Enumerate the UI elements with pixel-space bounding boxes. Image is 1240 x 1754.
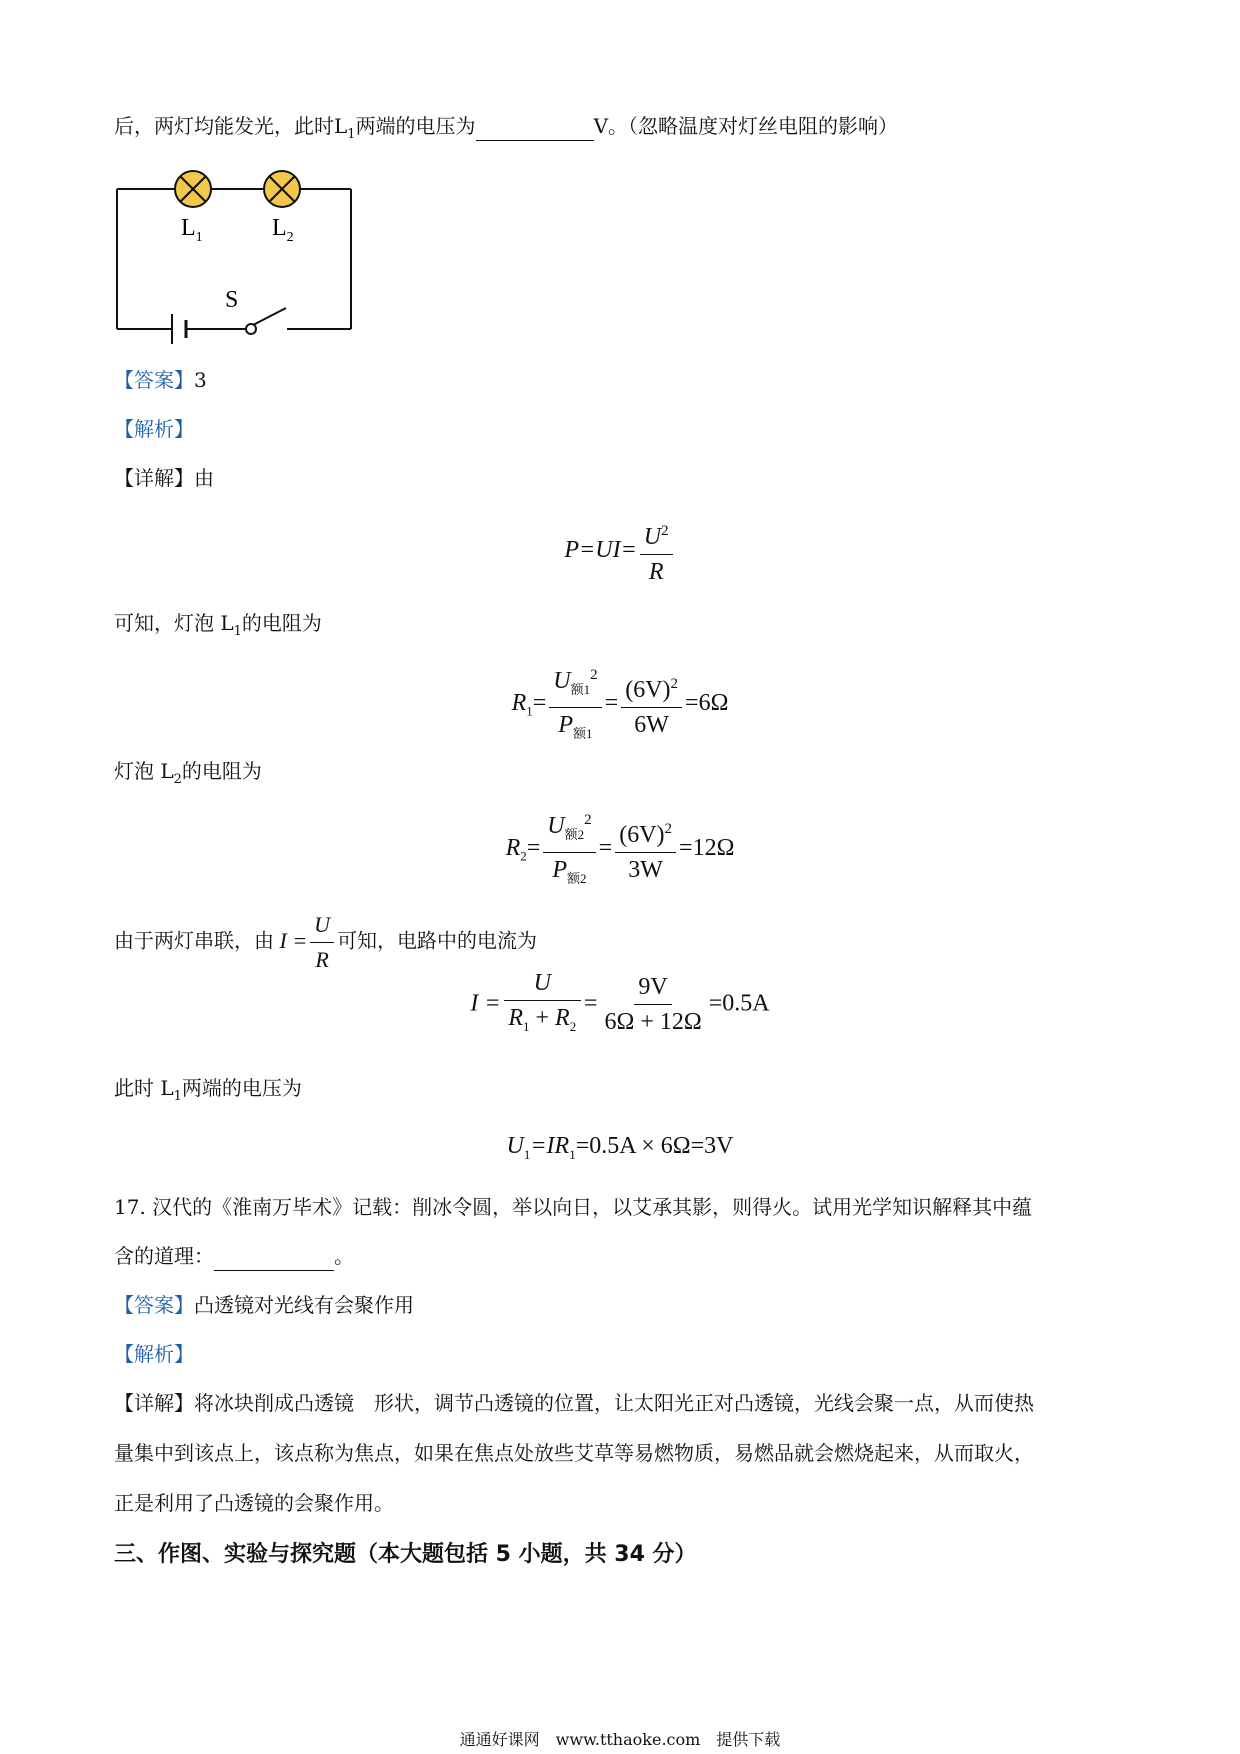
answer-blank[interactable] [476,112,594,141]
q16-detail: 【详解】由 [114,466,214,490]
q17-detail-line3: 正是利用了凸透镜的会聚作用。 [114,1491,394,1515]
section-heading: 三、作图、实验与探究题（本大题包括 5 小题，共 34 分） [114,1542,697,1567]
lamp-l1-icon [175,171,211,207]
text-r2: 灯泡 $L_2$的电阻为 [114,759,262,787]
q16-answer: 【答案】3 [114,368,207,392]
circuit-diagram [100,160,370,350]
label-switch: S [225,287,239,313]
q17-detail-line1: 【详解】将冰块削成凸透镜 形状，调节凸透镜的位置，让太阳光正对凸透镜，光线会聚一点，从而使热 [114,1391,1034,1415]
q16-analysis: 【解析】 [114,417,194,441]
q17-line1: 17. 汉代的《淮南万毕术》记载：削冰令圆，举以向日，以艾承其影，则得火。试用光学知识解释其中蕴 [114,1195,1033,1219]
equation-r1: $R_1=$ $\frac{U_{额1}^2}{P_{额1}}$ = $\frac{(6V)^2}{6W}$ =6Ω [0,660,1240,749]
q17-answer: 【答案】凸透镜对光线有会聚作用 [114,1293,414,1317]
lamp-l2-icon [264,171,300,207]
q16-tail-line: 后，两灯均能发光，此时$L_1$两端的电压为 V。（忽略温度对灯丝电阻的影响） [114,114,899,142]
text-r1: 可知，灯泡 $L_1$的电阻为 [114,611,322,639]
switch-pivot-icon [246,324,256,334]
text-voltage: 此时 $L_1$两端的电压为 [114,1076,302,1104]
equation-power: P=UI= $\frac{U^2}{R}$ [0,516,1240,587]
text-series: 由于两灯串联，由 I = $\frac{U}{R}$ 可知，电路中的电流为 [114,912,538,972]
q17-detail-line2: 量集中到该点上，该点称为焦点，如果在焦点处放些艾草等易燃物质，易燃品就会燃烧起来，从而取火， [114,1441,1034,1465]
equation-r2: $R_2=$ $\frac{U_{额2}^2}{P_{额2}}$ = $\frac{(6V)^2}{3W}$ =12Ω [0,805,1240,894]
equation-current: I = $\frac{U}{R_1 + R_2}$ = $\frac{9V}{6\Omega + 12\Omega}$ =0.5A [470,970,770,1036]
label-l1: $L_1$ [181,215,203,245]
answer-blank[interactable] [214,1242,334,1271]
q17-line2: 含的道理： 。 [114,1242,354,1271]
equation-voltage: $U_1=IR_1=0.5A \times 6\Omega=3V$ [506,1133,734,1162]
page-footer: 通通好课网 www.tthaoke.com 提供下载 [459,1730,781,1749]
q17-analysis: 【解析】 [114,1342,194,1366]
label-l2: $L_2$ [272,215,294,245]
